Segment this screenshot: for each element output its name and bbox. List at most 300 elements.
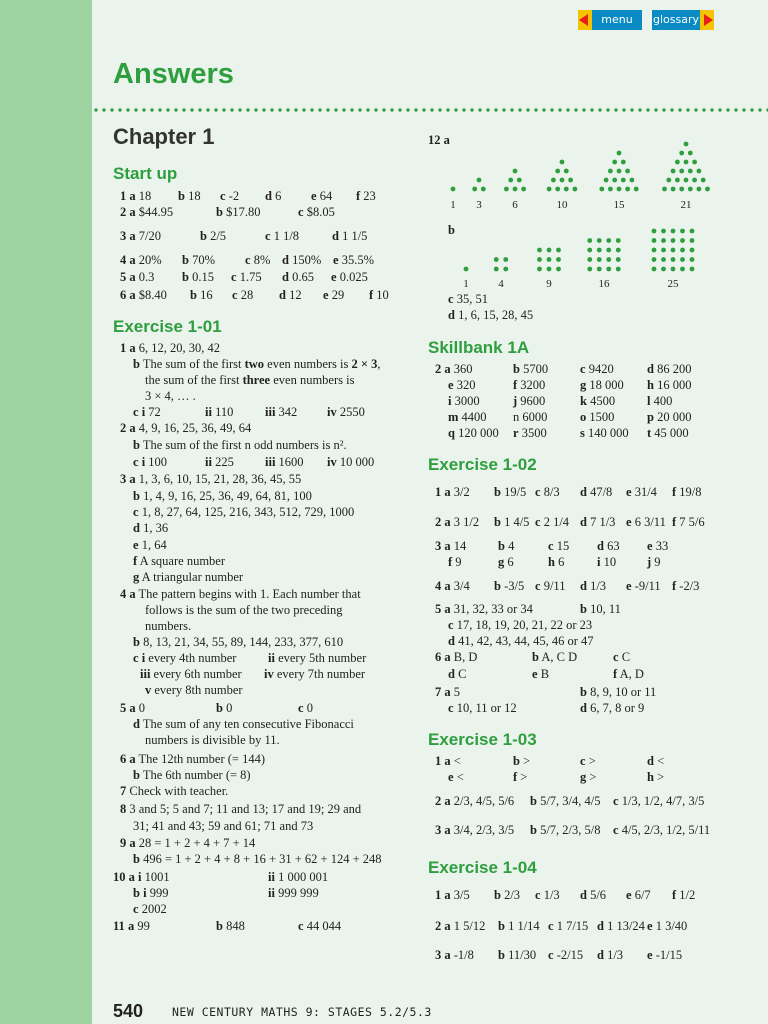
answer-cell: b >	[513, 754, 531, 768]
answer-cell: c 9420	[580, 362, 614, 376]
triangle-dot	[513, 187, 518, 192]
square-dot	[547, 248, 552, 253]
triangle-dot	[630, 178, 635, 183]
answer-cell: 3 a 7/20	[120, 229, 161, 243]
square-dot	[671, 248, 676, 253]
triangle-dot	[568, 178, 573, 183]
square-dot	[597, 257, 602, 262]
answer-cell: d 1/3	[597, 948, 624, 962]
square-dot	[587, 257, 592, 262]
answer-cell: c 10, 11 or 12	[448, 701, 517, 715]
square-dot	[680, 238, 685, 243]
answer-cell: b The sum of the first two even numbers is 2 × 3,	[133, 357, 381, 371]
triangle-dot	[625, 169, 630, 174]
heading-exercise-1-01: Exercise 1-01	[113, 317, 222, 336]
triangle-dot	[617, 169, 622, 174]
answer-cell: g >	[580, 770, 597, 784]
answer-cell: f 9	[448, 555, 462, 569]
square-dot	[606, 267, 611, 272]
answer-cell: f 23	[356, 189, 376, 203]
answer-cell: d 1 1/5	[332, 229, 368, 243]
answer-cell: e 6/7	[626, 888, 651, 902]
answer-cell: e 64	[311, 189, 333, 203]
answer-cell: c 15	[548, 539, 570, 553]
answer-cell: f 10	[369, 288, 389, 302]
triangle-dot	[599, 187, 604, 192]
answer-cell: 11 a 99	[113, 919, 150, 933]
answer-cell: d 41, 42, 43, 44, 45, 46 or 47	[448, 634, 594, 648]
answer-cell: f >	[513, 770, 528, 784]
answer-cell: d C	[448, 667, 467, 681]
answer-cell: c C	[613, 650, 631, 664]
answer-cell: m 4400	[448, 410, 487, 424]
answer-cell: 9 a 28 = 1 + 2 + 4 + 7 + 14	[120, 836, 256, 850]
triangle-dot	[621, 160, 626, 165]
answer-cell: h >	[647, 770, 665, 784]
triangle-dot	[671, 187, 676, 192]
square-dot	[503, 257, 508, 262]
answer-cell: d 63	[597, 539, 620, 553]
answer-cell: d The sum of any ten consecutive Fibonacci	[133, 717, 354, 731]
answer-cell: c 35, 51	[448, 292, 488, 306]
answer-cell: 1 a 3/5	[435, 888, 470, 902]
answer-cell: ii 1 000 001	[268, 870, 329, 884]
square-dot	[537, 257, 542, 262]
triangular-number-label: 15	[613, 199, 625, 211]
triangle-dot	[504, 187, 509, 192]
answer-cell: e 1 3/40	[647, 919, 688, 933]
triangle-dot	[692, 160, 697, 165]
answer-cell: b 18	[178, 189, 201, 203]
answer-cell: d 47/8	[580, 485, 613, 499]
square-dot	[652, 238, 657, 243]
square-dot	[587, 267, 592, 272]
square-dot	[690, 229, 695, 234]
square-dot	[494, 257, 499, 262]
square-dot	[661, 248, 666, 253]
square-dot	[661, 267, 666, 272]
triangle-dot	[472, 187, 477, 192]
answer-cell: 7 a 5	[435, 685, 460, 699]
answer-cell: 4 a The pattern begins with 1. Each number that	[120, 587, 361, 601]
square-number-label: 9	[546, 278, 552, 290]
square-dot	[597, 248, 602, 253]
triangular-number-label: 3	[476, 199, 482, 211]
triangle-dot	[555, 169, 560, 174]
answer-cell: c i every 4th number	[133, 651, 237, 665]
answer-cell: b 2/3	[494, 888, 521, 902]
answer-cell: 10 a i 1001	[113, 870, 170, 884]
answer-cell: d 86 200	[647, 362, 692, 376]
answer-cell: g 6	[498, 555, 514, 569]
square-dot	[680, 248, 685, 253]
answer-cell: c 1.75	[231, 270, 262, 284]
triangle-dot	[684, 178, 689, 183]
answer-cell: b 19/5	[494, 485, 527, 499]
answer-cell: b 1 1/14	[498, 919, 540, 933]
triangle-dot	[666, 178, 671, 183]
answer-cell: iii 1600	[265, 455, 304, 469]
heading-skillbank-1a: Skillbank 1A	[428, 338, 530, 357]
triangle-dot	[684, 142, 689, 147]
answer-cell: 31; 41 and 43; 59 and 61; 71 and 73	[133, 819, 314, 833]
answer-cell: c 28	[232, 288, 254, 302]
triangle-dot	[662, 187, 667, 192]
square-dot	[652, 257, 657, 262]
square-dot	[671, 267, 676, 272]
answer-cell: ii 110	[205, 405, 234, 419]
answer-cell: p 20 000	[647, 410, 692, 424]
answer-cell: b 496 = 1 + 2 + 4 + 8 + 16 + 31 + 62 + 124 + 248	[133, 852, 382, 866]
square-dot	[464, 267, 469, 272]
answer-cell: c i 72	[133, 405, 161, 419]
answer-cell: c 17, 18, 19, 20, 21, 22 or 23	[448, 618, 593, 632]
answer-cell: d 5/6	[580, 888, 607, 902]
answer-cell: g 18 000	[580, 378, 624, 392]
square-dot	[616, 267, 621, 272]
triangle-dot	[612, 178, 617, 183]
square-dot	[661, 238, 666, 243]
square-dot	[503, 267, 508, 272]
answer-cell: 3 a 14	[435, 539, 467, 553]
square-dot	[671, 229, 676, 234]
triangle-dot	[451, 187, 456, 192]
answer-cell: c 1 1/8	[265, 229, 300, 243]
answer-cell: g A triangular number	[133, 570, 244, 584]
triangle-dot	[477, 178, 482, 183]
triangle-dot	[617, 187, 622, 192]
answer-cell: f 19/8	[672, 485, 702, 499]
answer-cell: e 35.5%	[333, 253, 374, 267]
q12-label: 12 a	[428, 133, 450, 147]
answer-cell: 1 a 6, 12, 20, 30, 42	[120, 341, 220, 355]
triangle-dot	[701, 178, 706, 183]
answer-cell: 4 a 3/4	[435, 579, 470, 593]
answer-cell: c 8/3	[535, 485, 560, 499]
answer-cell: d 7 1/3	[580, 515, 616, 529]
menu-label[interactable]: menu	[592, 10, 642, 30]
square-number-label: 1	[463, 278, 469, 290]
answer-cell: 3 a 1, 3, 6, 10, 15, 21, 28, 36, 45, 55	[120, 472, 302, 486]
answer-cell: b 1, 4, 9, 16, 25, 36, 49, 64, 81, 100	[133, 489, 312, 503]
answer-cell: ii 225	[205, 455, 234, 469]
answer-cell: i 3000	[448, 394, 480, 408]
answer-cell: 6 a B, D	[435, 650, 478, 664]
square-dot	[680, 267, 685, 272]
square-dot	[616, 248, 621, 253]
answer-cell: c 8%	[245, 253, 271, 267]
triangle-dot	[688, 169, 693, 174]
triangle-dot	[679, 187, 684, 192]
answer-cell: e 0.025	[331, 270, 368, 284]
triangle-dot	[608, 187, 613, 192]
answer-cell: c >	[580, 754, 596, 768]
answer-cell: b The sum of the first n odd numbers is n².	[133, 438, 347, 452]
answer-cell: b 848	[216, 919, 245, 933]
answer-cell: c 2002	[133, 902, 167, 916]
answer-cell: j 9	[647, 555, 661, 569]
answer-cell: b 2/5	[200, 229, 227, 243]
answer-cell: v every 8th number	[145, 683, 243, 697]
answer-cell: 3 × 4, … .	[145, 389, 196, 403]
answer-cell: q 120 000	[448, 426, 499, 440]
triangle-dot	[521, 187, 526, 192]
answer-cell: f A square number	[133, 554, 226, 568]
answer-cell: iv 2550	[327, 405, 365, 419]
answer-cell: n 6000	[513, 410, 548, 424]
answer-cell: b 4	[498, 539, 515, 553]
triangle-dot	[517, 178, 522, 183]
square-dot	[537, 267, 542, 272]
answer-cell: 6 a $8.40	[120, 288, 167, 302]
answer-cell: b 10, 11	[580, 602, 621, 616]
triangle-dot	[621, 178, 626, 183]
square-dot	[680, 257, 685, 262]
square-dot	[556, 248, 561, 253]
square-dot	[556, 257, 561, 262]
answer-cell: b 5/7, 3/4, 4/5	[530, 794, 601, 808]
answer-cell: e 1, 64	[133, 538, 167, 552]
triangle-dot	[675, 160, 680, 165]
answer-cell: c -2/15	[548, 948, 584, 962]
square-dot	[547, 257, 552, 262]
square-number-label: 16	[598, 278, 610, 290]
answer-cell: 7 Check with teacher.	[120, 784, 229, 798]
answer-cell: 8 3 and 5; 5 and 7; 11 and 13; 17 and 19; 29 and	[120, 802, 362, 816]
square-dot	[661, 257, 666, 262]
answer-cell: c 1, 8, 27, 64, 125, 216, 343, 512, 729, 1000	[133, 505, 355, 519]
answer-cell: d 1/3	[580, 579, 607, 593]
answer-cell: b 8, 9, 10 or 11	[580, 685, 657, 699]
square-dot	[690, 238, 695, 243]
triangle-dot	[675, 178, 680, 183]
answer-cell: 1 a 3/2	[435, 485, 470, 499]
square-dot	[652, 267, 657, 272]
answer-cell: e 31/4	[626, 485, 657, 499]
triangle-dot	[555, 187, 560, 192]
answer-cell: numbers.	[145, 619, 192, 633]
answer-cell: k 4500	[580, 394, 616, 408]
triangle-dot	[608, 169, 613, 174]
heading-exercise-1-03: Exercise 1-03	[428, 730, 537, 749]
square-dot	[606, 248, 611, 253]
square-dot	[587, 248, 592, 253]
triangle-dot	[560, 178, 565, 183]
answer-cell: 5 a 31, 32, 33 or 34	[435, 602, 533, 616]
triangle-dot	[564, 187, 569, 192]
answer-cell: b 70%	[182, 253, 215, 267]
square-dot	[671, 238, 676, 243]
square-dot	[652, 248, 657, 253]
triangle-dot	[560, 160, 565, 165]
triangle-dot	[617, 151, 622, 156]
triangle-dot	[564, 169, 569, 174]
answer-cell: numbers is divisible by 11.	[145, 733, 280, 747]
triangle-dot	[508, 178, 513, 183]
answer-cell: b 11/30	[498, 948, 537, 962]
triangle-dot	[513, 169, 518, 174]
answer-cell: c -2	[220, 189, 240, 203]
answer-cell: r 3500	[513, 426, 547, 440]
square-dot	[671, 257, 676, 262]
triangle-dot	[679, 151, 684, 156]
triangle-dot	[547, 187, 552, 192]
answer-cell: e 6 3/11	[626, 515, 666, 529]
answer-cell: d 150%	[282, 253, 322, 267]
answer-cell: 2 a 1 5/12	[435, 919, 486, 933]
answer-cell: e 320	[448, 378, 476, 392]
answer-cell: f 1/2	[672, 888, 696, 902]
answer-cell: e 29	[323, 288, 345, 302]
answer-cell: 2 a 3 1/2	[435, 515, 480, 529]
answer-cell: b 0.15	[182, 270, 214, 284]
answer-cell: b -3/5	[494, 579, 525, 593]
answer-cell: d <	[647, 754, 665, 768]
answer-cell: iii 342	[265, 405, 298, 419]
answer-cell: c 1/3	[535, 888, 560, 902]
square-dot	[597, 267, 602, 272]
answer-cell: 3 a -1/8	[435, 948, 474, 962]
page-title: Answers	[113, 58, 234, 90]
answer-cell: b $17.80	[216, 205, 261, 219]
square-dot	[494, 267, 499, 272]
answer-cell: 6 a The 12th number (= 144)	[120, 752, 265, 766]
answer-cell: b 16	[190, 288, 213, 302]
answer-cell: 4 a 20%	[120, 253, 162, 267]
answer-cell: b i 999	[133, 886, 169, 900]
triangular-number-label: 21	[680, 199, 692, 211]
answer-cell: h 6	[548, 555, 565, 569]
answer-cell: f -2/3	[672, 579, 700, 593]
triangle-dot	[604, 178, 609, 183]
answer-cell: c 1/3, 1/2, 4/7, 3/5	[613, 794, 705, 808]
square-dot	[547, 267, 552, 272]
square-dot	[616, 238, 621, 243]
answer-cell: c 2 1/4	[535, 515, 570, 529]
square-dot	[690, 248, 695, 253]
answer-cell: f A, D	[613, 667, 644, 681]
answer-cell: d 0.65	[282, 270, 314, 284]
answer-cell: the sum of the first three even numbers is	[145, 373, 355, 387]
answer-cell: iv 10 000	[327, 455, 375, 469]
answer-cell: 2 a 2/3, 4/5, 5/6	[435, 794, 515, 808]
answer-cell: b 8, 13, 21, 34, 55, 89, 144, 233, 377, 610	[133, 635, 344, 649]
answer-cell: d 12	[279, 288, 302, 302]
answer-cell: 2 a 360	[435, 362, 473, 376]
book-title: NEW CENTURY MATHS 9: STAGES 5.2/5.3	[172, 1005, 432, 1019]
triangular-number-label: 1	[450, 199, 456, 211]
heading-exercise-1-02: Exercise 1-02	[428, 455, 537, 474]
answer-cell: 5 a 0.3	[120, 270, 155, 284]
triangle-dot	[692, 178, 697, 183]
answer-cell: l 400	[647, 394, 673, 408]
answer-cell: b A, C D	[532, 650, 578, 664]
triangular-number-label: 6	[512, 199, 518, 211]
chapter-title: Chapter 1	[113, 124, 215, 149]
triangle-dot	[625, 187, 630, 192]
answer-cell: d 6	[265, 189, 282, 203]
answer-cell: c $8.05	[298, 205, 335, 219]
triangle-dot	[551, 178, 556, 183]
answer-cell: j 9600	[513, 394, 546, 408]
page-number: 540	[113, 1001, 144, 1021]
square-dot	[537, 248, 542, 253]
answer-cell: 3 a 3/4, 2/3, 3/5	[435, 823, 515, 837]
answer-cell: b 0	[216, 701, 233, 715]
answer-cell: b 5700	[513, 362, 549, 376]
answer-cell: c 1 7/15	[548, 919, 589, 933]
answer-cell: e -9/11	[626, 579, 661, 593]
answer-cell: h 16 000	[647, 378, 692, 392]
answer-cell: d 6, 7, 8 or 9	[580, 701, 645, 715]
answer-cell: c 0	[298, 701, 313, 715]
answer-cell: ii every 5th number	[268, 651, 367, 665]
answer-cell: 1 a 18	[120, 189, 152, 203]
square-dot	[616, 257, 621, 262]
answer-cell: b The 6th number (= 8)	[133, 768, 251, 782]
q12b-label: b	[448, 223, 455, 237]
answer-cell: iii every 6th number	[140, 667, 242, 681]
answer-cell: 1 a <	[435, 754, 461, 768]
triangle-dot	[679, 169, 684, 174]
answer-cell: b 5/7, 2/3, 5/8	[530, 823, 601, 837]
square-dot	[606, 238, 611, 243]
triangle-dot	[573, 187, 578, 192]
triangle-dot	[671, 169, 676, 174]
triangle-dot	[697, 169, 702, 174]
square-number-label: 4	[498, 278, 504, 290]
triangle-dot	[634, 187, 639, 192]
answer-cell: f 7 5/6	[672, 515, 705, 529]
answer-cell: e <	[448, 770, 464, 784]
answer-cell: e -1/15	[647, 948, 683, 962]
answer-cell: d 1, 6, 15, 28, 45	[448, 308, 534, 322]
answer-cell: e 33	[647, 539, 669, 553]
glossary-label[interactable]: glossary	[652, 10, 700, 30]
square-dot	[661, 229, 666, 234]
answer-cell: d 1 13/24	[597, 919, 645, 933]
triangle-dot	[688, 151, 693, 156]
square-dot	[587, 238, 592, 243]
answer-cell: c 44 044	[298, 919, 342, 933]
answer-cell: o 1500	[580, 410, 615, 424]
square-dot	[597, 238, 602, 243]
triangle-dot	[697, 187, 702, 192]
square-dot	[680, 229, 685, 234]
answer-cell: f 3200	[513, 378, 546, 392]
answer-cell: 5 a 0	[120, 701, 145, 715]
triangle-dot	[481, 187, 486, 192]
heading-start-up: Start up	[113, 164, 178, 183]
heading-exercise-1-04: Exercise 1-04	[428, 858, 537, 877]
square-dot	[556, 267, 561, 272]
square-number-label: 25	[667, 278, 679, 290]
answer-cell: follows is the sum of the two preceding	[145, 603, 343, 617]
answer-cell: c i 100	[133, 455, 168, 469]
answer-cell: c 4/5, 2/3, 1/2, 5/11	[613, 823, 711, 837]
answer-cell: d 1, 36	[133, 521, 169, 535]
square-dot	[606, 257, 611, 262]
answer-cell: s 140 000	[580, 426, 629, 440]
square-dot	[652, 229, 657, 234]
triangle-dot	[705, 187, 710, 192]
answer-cell: c 9/11	[535, 579, 566, 593]
square-dot	[690, 257, 695, 262]
triangular-number-label: 10	[556, 199, 568, 211]
triangle-dot	[688, 187, 693, 192]
answer-cell: ii 999 999	[268, 886, 319, 900]
answer-cell: 2 a 4, 9, 16, 25, 36, 49, 64	[120, 421, 252, 435]
